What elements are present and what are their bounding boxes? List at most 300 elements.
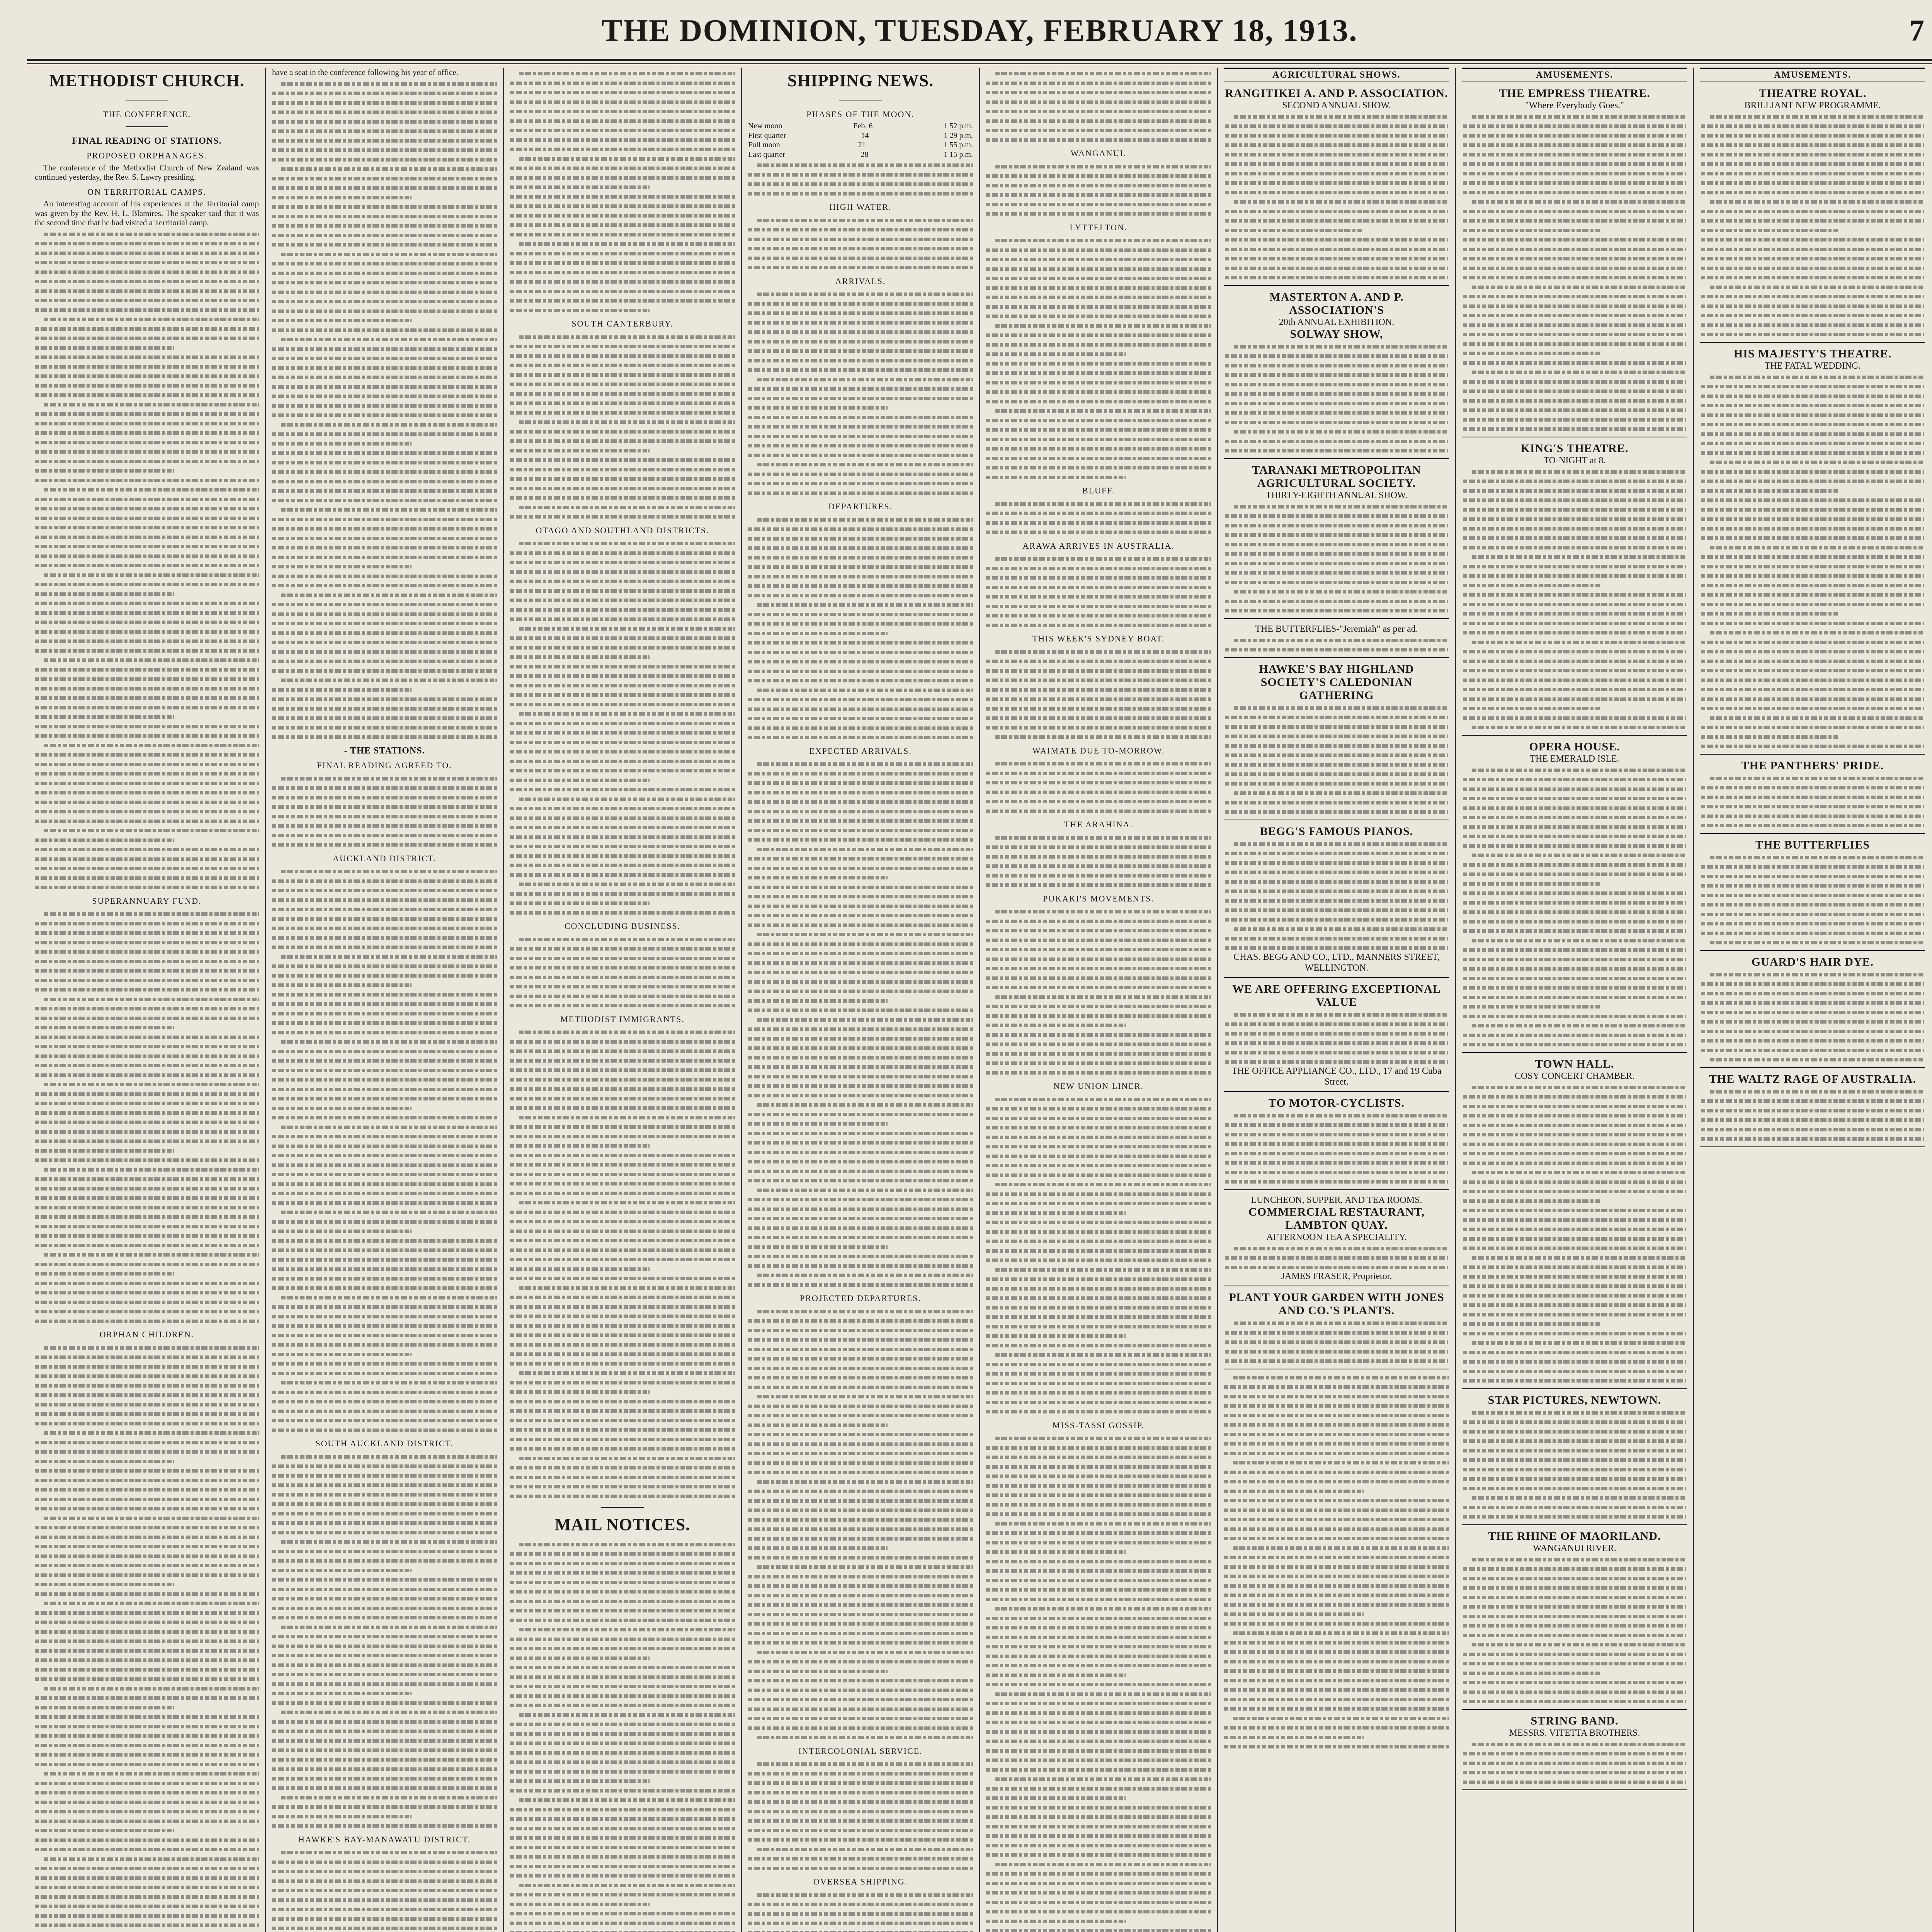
text-line [1225,520,1448,529]
text-line [510,172,735,182]
text-line [272,1470,497,1480]
text-line [1463,1223,1686,1233]
text-line [1225,234,1448,243]
text-line [986,1321,1211,1330]
text-line [510,1272,735,1282]
text-line [35,1616,259,1626]
text-line [1463,608,1686,617]
text-line [35,1512,259,1522]
text-line [1463,684,1686,693]
text-line [272,457,497,466]
text-line [986,1179,1211,1188]
text-line [35,408,259,418]
article-body-text [748,214,973,271]
text-line [272,1489,497,1498]
text-line [272,248,497,258]
text-line [1463,802,1686,812]
text-line [510,1633,735,1643]
text-line [748,468,973,478]
text-line [510,87,735,96]
text-line [1224,1447,1449,1457]
text-line [986,235,1211,244]
text-line [986,415,1211,424]
text-line [1463,385,1686,395]
text-line [748,1504,973,1514]
text-line [748,976,973,986]
text-line [272,97,497,107]
text-line [748,459,973,468]
text-line [272,1235,497,1245]
text-line [1225,1110,1448,1119]
text-line [986,619,1211,629]
text-line [1701,852,1924,861]
text-line [748,1599,973,1609]
text-line [1701,262,1924,272]
text-line [272,163,497,173]
masthead-title: THE DOMINION, TUESDAY, FEBRUARY 18, 1913. [601,13,1358,48]
article-subhead: THIS WEEK'S SYDNEY BOAT. [1032,634,1165,643]
text-line [986,1094,1211,1103]
text-line [748,402,973,412]
ad-body [1463,764,1686,1048]
text-line [1701,206,1924,215]
text-line [35,1268,259,1277]
text-line [35,768,259,777]
text-line [986,1726,1211,1736]
text-line [748,440,973,449]
text-line [1463,655,1686,665]
text-line [1224,1476,1449,1485]
text-line [35,1673,259,1683]
text-line [272,941,497,951]
text-line [748,1175,973,1184]
text-line [510,1870,735,1879]
text-line [748,758,973,768]
text-line [272,1168,497,1178]
ad-line: WANGANUI RIVER. [1533,1543,1616,1553]
text-line [1225,253,1448,262]
text-line [1701,196,1924,206]
text-line [1463,646,1686,655]
text-line [1463,523,1686,532]
article-subhead: DEPARTURES. [828,502,893,511]
text-line [510,115,735,125]
text-line [1225,885,1448,895]
text-line [1701,272,1924,281]
text-line [510,153,735,163]
text-line [1701,1124,1924,1133]
text-line [510,1348,735,1358]
text-line [748,355,973,364]
text-line [1463,944,1686,954]
text-line [748,675,973,684]
text-line [35,749,259,759]
text-line [1463,300,1686,310]
text-line [748,599,973,609]
text-line [510,96,735,106]
text-line [510,219,735,229]
text-line [35,1626,259,1636]
text-line [510,1785,735,1794]
text-line [1225,177,1448,187]
ad-line: SOLWAY SHOW, [1290,327,1383,340]
text-line [986,263,1211,273]
text-line [35,825,259,834]
text-line [272,1292,497,1301]
ad-body [1225,1009,1448,1066]
text-line [510,1643,735,1652]
text-line [1463,1667,1686,1677]
text-line [748,383,973,393]
text-line [1225,1157,1448,1167]
text-line [986,703,1211,713]
text-line [1225,586,1448,595]
advertisement [1224,288,1449,459]
text-line [986,339,1211,349]
text-line [986,208,1211,218]
expected-arrivals [748,758,973,1288]
text-line [1225,369,1448,379]
text-line [1701,532,1924,542]
text-line [510,736,735,746]
text-line [1225,1252,1448,1262]
text-line [1463,868,1686,878]
oversea-shipping [748,1889,973,1932]
text-line [986,1480,1211,1490]
text-line [986,1925,1211,1932]
text-line [986,1038,1211,1048]
text-line [1701,1133,1924,1143]
moon-phase: First quarter [748,131,786,140]
text-line [510,286,735,295]
text-line [1225,942,1448,952]
text-line [748,985,973,995]
text-line [1701,494,1924,504]
text-line [1701,684,1924,693]
shipping-arrivals [748,288,973,497]
text-line [1463,674,1686,684]
text-line [272,390,497,400]
text-line [986,1311,1211,1321]
text-line [986,1451,1211,1461]
text-line [986,1207,1211,1217]
text-line [35,1351,259,1361]
text-line [1463,366,1686,376]
text-line [510,77,735,87]
text-line [986,1470,1211,1480]
text-line [1701,1035,1924,1044]
text-line [510,229,735,238]
text-line [510,407,735,417]
text-line [748,722,973,732]
text-line [35,759,259,768]
text-line [510,304,735,314]
text-line [510,1699,735,1709]
text-line [510,1159,735,1168]
text-line [510,124,735,134]
text-line [35,730,259,740]
text-line [986,1302,1211,1311]
text-line [510,765,735,774]
text-line [35,937,259,946]
text-line [1224,1542,1449,1552]
text-line [35,1787,259,1796]
text-line [986,674,1211,684]
text-line [272,1811,497,1820]
text-line [986,244,1211,254]
text-line [1224,1429,1449,1438]
text-line [510,1879,735,1889]
text-line [272,894,497,904]
article-subhead: PROPOSED ORPHANAGES. [87,151,207,160]
text-line [986,1679,1211,1688]
text-line [35,503,259,512]
text-line [986,134,1211,144]
text-line [748,938,973,948]
moon-date: Feb. 6 [853,122,873,130]
text-line [1225,1119,1448,1129]
text-line [510,1567,735,1577]
article-body-text [272,78,497,741]
column-rule [741,68,742,1932]
text-line [510,388,735,398]
article-subhead: THE CONFERENCE. [103,109,191,119]
text-line [510,632,735,642]
text-line [1463,1039,1686,1048]
text-line [1225,806,1448,816]
ad-line: JAMES FRASER, Proprietor. [1281,1271,1392,1281]
article-subhead: THE ARAHINA. [1064,820,1133,829]
text-line [510,784,735,793]
text-line [748,252,973,262]
text-line [986,1622,1211,1631]
text-line [1224,1731,1449,1741]
text-line [35,1060,259,1069]
text-line [272,655,497,665]
text-line [986,758,1211,767]
text-line [510,1424,735,1434]
text-line [1701,281,1924,291]
text-line [1225,749,1448,759]
text-line [986,1802,1211,1811]
text-line [272,1017,497,1027]
text-line [510,295,735,304]
text-line [272,674,497,684]
text-line [1701,390,1924,400]
text-line [35,1493,259,1503]
text-line [272,523,497,532]
text-line [1701,215,1924,224]
text-line [510,1624,735,1633]
article-subhead: WAIMATE DUE TO-MORROW. [1032,745,1165,755]
article-body-text [986,758,1211,815]
text-line [748,1419,973,1429]
text-line [986,1499,1211,1509]
text-line [1225,149,1448,158]
advertisement [1462,1527,1687,1710]
text-line [1463,906,1686,916]
text-line [35,550,259,560]
text-line [272,1922,497,1932]
column-shipping-continued [986,68,1211,1932]
text-line [510,1832,735,1842]
text-line [1701,570,1924,580]
text-line [986,1716,1211,1726]
text-line [272,1847,497,1856]
text-line [1701,168,1924,177]
text-line [1225,740,1448,750]
text-line [510,331,735,341]
text-line [35,266,259,276]
text-line [986,1131,1211,1141]
text-line [272,1687,497,1697]
text-line [1701,782,1924,791]
text-line [272,589,497,599]
text-line [1463,811,1686,821]
text-line [1701,466,1924,476]
text-line [1224,1372,1449,1381]
ad-title: THE RHINE OF MAORILAND. [1488,1529,1661,1543]
text-line [1701,523,1924,532]
moon-phases-table [748,121,973,159]
text-line [1463,1416,1686,1426]
text-line [1701,291,1924,300]
advertisement [1462,1055,1687,1389]
text-line [1701,418,1924,428]
text-line [35,683,259,692]
text-line [35,588,259,598]
text-line [35,1097,259,1107]
text-line [272,409,497,419]
text-line [510,369,735,379]
text-line [1225,398,1448,407]
text-line [272,792,497,801]
text-line [1463,982,1686,992]
text-line [35,1031,259,1041]
text-line [748,1231,973,1241]
ad-line: COSY CONCERT CHAMBER. [1515,1071,1634,1081]
text-line [1701,371,1924,381]
moon-phase: Last quarter [748,150,786,159]
text-line [35,1183,259,1192]
text-line [510,454,735,464]
ad-title: THE BUTTERFLIES [1755,838,1870,851]
text-line [1225,595,1448,605]
text-line [1701,475,1924,485]
text-line [748,1927,973,1932]
text-line [1701,561,1924,570]
text-line [272,1396,497,1405]
text-line [510,585,735,595]
text-line [510,1000,735,1009]
ad-line: AFTERNOON TEA A SPECIALITY. [1266,1232,1407,1242]
text-line [986,1754,1211,1764]
text-line [272,296,497,305]
text-line [510,1481,735,1490]
text-line [748,224,973,233]
text-line [272,1216,497,1226]
text-line [510,1083,735,1093]
text-line [510,1595,735,1605]
text-line [35,1702,259,1711]
text-line [986,443,1211,452]
text-line [748,1269,973,1279]
text-line [272,1451,497,1461]
text-line [748,1684,973,1694]
text-line [510,1216,735,1225]
text-line [272,1131,497,1140]
text-line [272,1725,497,1735]
text-line [748,1033,973,1043]
text-line [748,478,973,487]
text-line [510,1235,735,1244]
text-line [35,1041,259,1050]
text-line [1463,111,1686,121]
text-line [986,610,1211,619]
text-line [986,1641,1211,1650]
text-line [986,963,1211,972]
text-line [272,343,497,353]
text-line [35,1456,259,1465]
text-line [1463,1639,1686,1648]
text-line [272,116,497,126]
text-line [272,1386,497,1396]
text-line [35,1654,259,1664]
text-line [510,642,735,651]
text-line [35,635,259,645]
text-line [1463,542,1686,551]
text-line [510,594,735,604]
text-line [748,1514,973,1524]
text-line [1463,1601,1686,1611]
text-line [1463,1473,1686,1483]
text-line [1463,1271,1686,1281]
text-line [748,1703,973,1713]
text-line [986,934,1211,944]
text-line [986,1254,1211,1264]
text-line [35,927,259,937]
text-line [1463,849,1686,859]
text-line [1225,243,1448,253]
text-line [510,248,735,257]
station-list [510,331,735,520]
text-line [748,571,973,580]
text-line [1701,243,1924,253]
text-line [748,533,973,543]
text-line [1463,494,1686,504]
text-line [272,1424,497,1434]
text-line [1463,1757,1686,1767]
text-line [510,1225,735,1235]
text-line [1463,1375,1686,1384]
text-line [748,656,973,665]
text-line [510,464,735,473]
article-body-text [748,159,973,197]
text-line [986,1273,1211,1283]
text-line [1225,634,1448,644]
advertisement [1700,836,1925,951]
text-line [1225,548,1448,558]
text-line [986,1292,1211,1302]
text-line [1463,1299,1686,1309]
text-line [1463,774,1686,783]
text-line [272,1093,497,1102]
text-line [1225,847,1448,857]
text-line [272,731,497,741]
text-line [272,504,497,514]
text-line [748,580,973,590]
text-line [986,507,1211,517]
